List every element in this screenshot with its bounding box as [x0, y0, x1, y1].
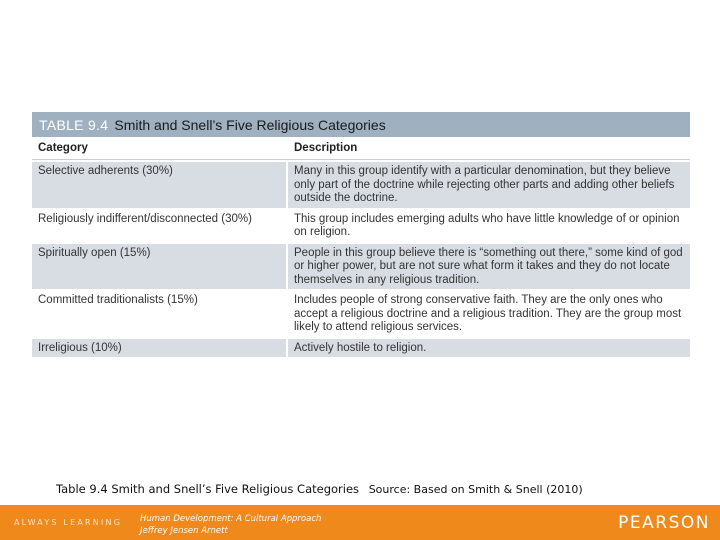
description-cell: People in this group believe there is “something out there,” some kind of god or higher power, but are not sure what form it takes and they do not locate themselves in any religious tradition. — [294, 246, 683, 286]
table-row — [32, 208, 690, 242]
slide-caption — [56, 482, 583, 496]
table-row — [32, 242, 690, 290]
footer-bar — [0, 505, 720, 540]
table-row — [32, 160, 690, 208]
column-header-category: Category — [38, 142, 88, 154]
caption-title: Table 9.4 Smith and Snell’s Five Religious Categories — [56, 482, 360, 496]
table-title: Smith and Snell’s Five Religious Categories — [114, 116, 386, 133]
category-cell: Irreligious (10%) — [32, 339, 288, 358]
category-cell: Selective adherents (30%) — [32, 162, 288, 208]
description-cell: Many in this group identify with a particular denomination, but they believe only part of the doctrine while rejecting other parts and adding other beliefs outside the doctrine. — [294, 165, 675, 204]
description-cell: Actively hostile to religion. — [294, 341, 427, 354]
pearson-logo: PEARSON — [618, 513, 710, 533]
category-cell: Spiritually open (15%) — [32, 244, 288, 290]
footer-tagline: ALWAYS LEARNING — [14, 518, 123, 527]
religious-categories-table — [32, 112, 690, 357]
category-cell: Committed traditionalists (15%) — [32, 291, 288, 337]
book-author: Jeffrey Jensen Arnett — [140, 526, 228, 536]
caption-source: Source: Based on Smith & Snell (2010) — [368, 483, 583, 496]
table-title-bar — [32, 112, 690, 137]
description-cell: This group includes emerging adults who have little knowledge of or opinion on religion. — [294, 212, 680, 238]
table-row — [32, 337, 690, 358]
column-header-description: Description — [294, 142, 358, 154]
table-header-row — [32, 137, 690, 160]
book-title: Human Development: A Cultural Approach — [140, 514, 322, 524]
category-cell: Religiously indifferent/disconnected (30%) — [32, 210, 288, 242]
table-number: TABLE 9.4 — [39, 116, 109, 133]
footer-book-info — [140, 513, 321, 537]
description-cell: Includes people of strong conservative faith. They are the only ones who accept a religious doctrine and a religious tradition. They are the group most likely to attend religious services. — [294, 294, 682, 333]
table-row — [32, 289, 690, 337]
